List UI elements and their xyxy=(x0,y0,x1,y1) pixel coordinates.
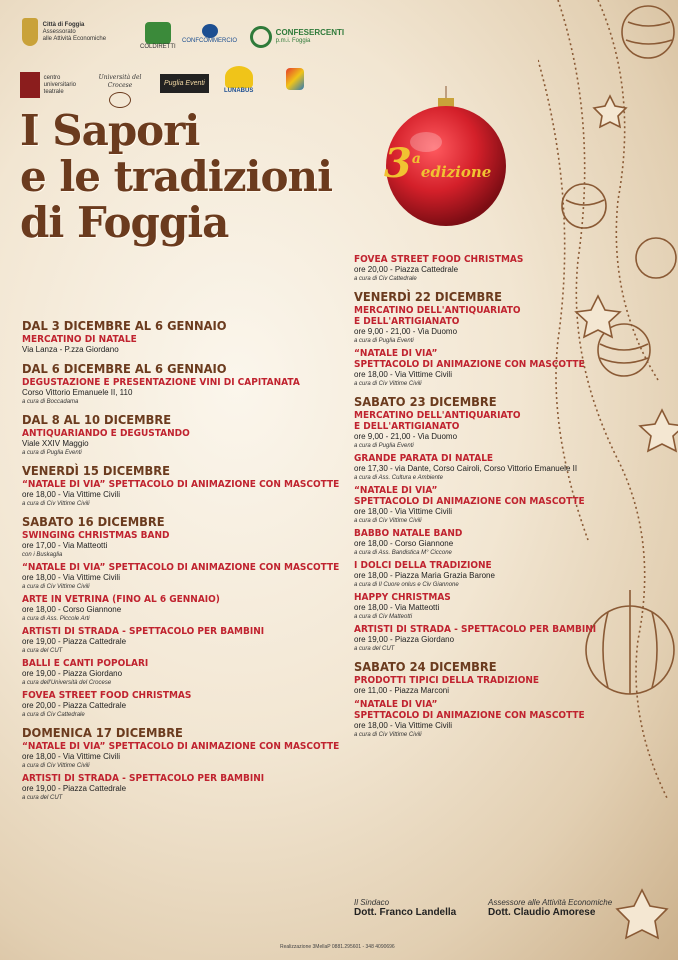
event-organizer: a cura di Ass. Cultura e Ambiente xyxy=(354,475,443,481)
confcommercio-label: CONFCOMMERCIO xyxy=(182,38,237,44)
event-item xyxy=(354,624,604,653)
confesercenti-sub: p.m.i. Foggia xyxy=(275,38,311,44)
event-location: ore 19,00 - Piazza Cattedrale xyxy=(22,637,127,646)
lunabus-label: LUNABUS xyxy=(224,88,254,94)
event-location: ore 17,30 - via Dante, Corso Cairoli, Corso Vittorio Emanuele II xyxy=(354,464,578,473)
event-item xyxy=(354,528,604,557)
event-organizer: a cura di Civ Vittime Civili xyxy=(22,501,90,507)
event-name-cont: E DELL'ARTIGIANATO xyxy=(354,316,460,327)
event-name: MERCATINO DELL'ANTIQUARIATO xyxy=(354,305,521,316)
event-location: ore 19,00 - Piazza Cattedrale xyxy=(22,784,127,793)
event-item xyxy=(354,453,604,482)
event-name: ARTISTI DI STRADA - SPETTACOLO PER BAMBINI xyxy=(354,624,597,635)
event-item xyxy=(22,773,342,802)
event-location: ore 18,00 - Via Vittime Civili xyxy=(354,507,452,516)
date-heading: DAL 3 DICEMBRE AL 6 GENNAIO xyxy=(22,318,227,333)
event-organizer: a cura di Boccadama xyxy=(22,399,79,405)
event-name: “NATALE DI VIA” xyxy=(354,485,438,496)
event-organizer: a cura del CUT xyxy=(354,646,395,652)
event-item xyxy=(354,592,604,621)
event-name: I DOLCI DELLA TRADIZIONE xyxy=(354,560,492,571)
event-name: GRANDE PARATA DI NATALE xyxy=(354,453,494,464)
crocese-label: Università del Crocese xyxy=(98,74,142,89)
city-crest-icon xyxy=(22,18,38,46)
event-name: “NATALE DI VIA” SPETTACOLO DI ANIMAZIONE CON MASCOTTE xyxy=(22,479,340,490)
event-organizer: a cura di Il Cuore onlus e Civ Giannone xyxy=(354,582,459,588)
event-name: “NATALE DI VIA” xyxy=(354,348,438,359)
event-name-cont: SPETTACOLO DI ANIMAZIONE CON MASCOTTE xyxy=(354,359,585,370)
event-item xyxy=(22,658,342,687)
event-item xyxy=(22,479,342,508)
event-organizer: a cura di Civ Vittime Civili xyxy=(22,763,90,769)
date-heading: DOMENICA 17 DICEMBRE xyxy=(22,725,183,740)
cut-line1: centro xyxy=(43,74,61,81)
signature-sindaco xyxy=(354,898,456,918)
event-organizer: a cura di Civ Cattedrale xyxy=(354,276,417,282)
event-organizer: a cura di Puglia Eventi xyxy=(354,338,414,344)
event-item xyxy=(354,348,604,388)
event-location: ore 19,00 - Piazza Giordano xyxy=(22,669,123,678)
sindaco-role: Il Sindaco xyxy=(354,898,390,907)
event-organizer: a cura del CUT xyxy=(22,795,63,801)
event-location: ore 17,00 - Via Matteotti xyxy=(22,541,108,550)
event-organizer: a cura di Civ Cattedrale xyxy=(22,712,85,718)
event-organizer: a cura di Civ Matteotti xyxy=(354,614,413,620)
puglia-eventi-label: Puglia Eventi xyxy=(160,74,209,93)
cut-line2: universitario xyxy=(43,81,77,88)
city-attivita: alle Attività Economiche xyxy=(42,35,107,42)
title-line3: di Foggia xyxy=(20,198,229,247)
event-location: ore 18,00 - Corso Giannone xyxy=(354,539,454,548)
cut-line3: teatrale xyxy=(43,88,64,95)
assessore-name: Dott. Claudio Amorese xyxy=(488,907,596,918)
event-item xyxy=(354,675,604,696)
confesercenti-logo xyxy=(250,26,344,48)
event-organizer: a cura dell'Università del Crocese xyxy=(22,680,112,686)
event-name: “NATALE DI VIA” xyxy=(354,699,438,710)
event-organizer: a cura di Civ Vittime Civili xyxy=(354,381,422,387)
event-item xyxy=(22,562,342,591)
event-name: ANTIQUARIANDO E DEGUSTANDO xyxy=(22,428,190,439)
event-name: ARTISTI DI STRADA - SPETTACOLO PER BAMBINI xyxy=(22,626,265,637)
event-location: ore 18,00 - Via Matteotti xyxy=(354,603,440,612)
edition-number: 3 xyxy=(384,140,412,187)
city-assessorato: Assessorato xyxy=(42,28,76,35)
event-item xyxy=(354,410,604,450)
event-item xyxy=(354,560,604,589)
event-name: FOVEA STREET FOOD CHRISTMAS xyxy=(22,690,192,701)
event-organizer: a cura di Civ Vittime Civili xyxy=(354,732,422,738)
event-name: ARTISTI DI STRADA - SPETTACOLO PER BAMBINI xyxy=(22,773,265,784)
crocese-logo xyxy=(90,74,150,108)
event-organizer: con i Buskaglia xyxy=(22,552,63,558)
event-item xyxy=(22,334,342,355)
event-item xyxy=(22,626,342,655)
title-line1: I Sapori xyxy=(20,106,200,155)
event-location: Via Lanza - P.zza Giordano xyxy=(22,345,119,354)
date-heading: SABATO 16 DICEMBRE xyxy=(22,514,165,529)
city-logo xyxy=(22,18,106,46)
date-heading: VENERDÌ 22 DICEMBRE xyxy=(354,289,502,304)
cut-icon xyxy=(20,72,40,98)
event-location: Corso Vittorio Emanuele II, 110 xyxy=(22,388,133,397)
title-line2: e le tradizioni xyxy=(20,152,333,201)
poster-title xyxy=(20,108,332,246)
event-item xyxy=(22,530,342,559)
event-item xyxy=(354,699,604,739)
event-name: BALLI E CANTI POPOLARI xyxy=(22,658,149,669)
event-organizer: a cura di Puglia Eventi xyxy=(22,450,82,456)
event-name: “NATALE DI VIA” SPETTACOLO DI ANIMAZIONE CON MASCOTTE xyxy=(22,741,340,752)
date-heading: SABATO 23 DICEMBRE xyxy=(354,394,497,409)
event-item xyxy=(354,305,604,345)
event-name: BABBO NATALE BAND xyxy=(354,528,463,539)
event-item xyxy=(22,741,342,770)
event-item xyxy=(22,690,342,719)
coldiretti-icon xyxy=(145,22,171,44)
event-location: ore 19,00 - Piazza Giordano xyxy=(354,635,455,644)
sindaco-name: Dott. Franco Landella xyxy=(354,907,457,918)
event-location: Viale XXIV Maggio xyxy=(22,439,89,448)
event-location: ore 18,00 - Via Vittime Civili xyxy=(354,721,452,730)
event-location: ore 11,00 - Piazza Marconi xyxy=(354,686,450,695)
event-item xyxy=(354,485,604,525)
event-location: ore 18,00 - Via Vittime Civili xyxy=(22,573,120,582)
event-location: ore 9,00 - 21,00 - Via Duomo xyxy=(354,432,458,441)
event-location: ore 18,00 - Corso Giannone xyxy=(22,605,122,614)
event-item xyxy=(22,594,342,623)
edition-badge xyxy=(384,140,491,187)
event-name: SWINGING CHRISTMAS BAND xyxy=(22,530,170,541)
puglia-eventi-logo xyxy=(160,74,209,93)
event-name-cont: SPETTACOLO DI ANIMAZIONE CON MASCOTTE xyxy=(354,496,585,507)
date-heading: DAL 6 DICEMBRE AL 6 GENNAIO xyxy=(22,361,227,376)
date-heading: VENERDÌ 15 DICEMBRE xyxy=(22,463,170,478)
event-organizer: a cura di Civ Vittime Civili xyxy=(354,518,422,524)
edition-sup: a xyxy=(411,150,421,167)
event-location: ore 9,00 - 21,00 - Via Duomo xyxy=(354,327,458,336)
event-location: ore 18,00 - Via Vittime Civili xyxy=(22,752,120,761)
event-name: “NATALE DI VIA” SPETTACOLO DI ANIMAZIONE CON MASCOTTE xyxy=(22,562,340,573)
event-organizer: a cura di Ass. Piccole Arti xyxy=(22,616,90,622)
event-name: PRODOTTI TIPICI DELLA TRADIZIONE xyxy=(354,675,540,686)
event-name: DEGUSTAZIONE E PRESENTAZIONE VINI DI CAPITANATA xyxy=(22,377,300,388)
coldiretti-label: COLDIRETTI xyxy=(140,44,176,50)
cut-logo xyxy=(20,72,76,98)
date-heading: SABATO 24 DICEMBRE xyxy=(354,659,497,674)
event-name: FOVEA STREET FOOD CHRISTMAS xyxy=(354,254,524,265)
confcommercio-icon xyxy=(202,24,218,38)
event-name-cont: E DELL'ARTIGIANATO xyxy=(354,421,460,432)
confcommercio-logo xyxy=(182,24,237,45)
event-location: ore 18,00 - Via Vittime Civili xyxy=(22,490,120,499)
edition-word: edizione xyxy=(420,163,492,181)
credits-footer: Realizzazione 3MellaP 0881.295601 - 348 4090696 xyxy=(280,944,395,950)
confesercenti-label: CONFESERCENTI xyxy=(275,28,345,37)
date-heading: DAL 8 AL 10 DICEMBRE xyxy=(22,412,172,427)
event-item xyxy=(354,254,604,283)
lunabus-logo xyxy=(224,66,253,95)
lunabus-icon xyxy=(225,66,253,88)
event-name: ARTE IN VETRINA (FINO AL 6 GENNAIO) xyxy=(22,594,220,605)
event-organizer: a cura di Puglia Eventi xyxy=(354,443,414,449)
event-organizer: a cura del CUT xyxy=(22,648,63,654)
arte-icon xyxy=(286,68,304,90)
sponsor-logos xyxy=(20,16,350,106)
schedule-right-column xyxy=(354,254,604,742)
event-organizer: a cura di Ass. Bandistica M° Ciccone xyxy=(354,550,452,556)
event-location: ore 18,00 - Piazza Maria Grazia Barone xyxy=(354,571,495,580)
event-name-cont: SPETTACOLO DI ANIMAZIONE CON MASCOTTE xyxy=(354,710,585,721)
signature-assessore xyxy=(488,898,612,918)
event-location: ore 20,00 - Piazza Cattedrale xyxy=(22,701,127,710)
event-item xyxy=(22,377,342,406)
event-name: MERCATINO DI NATALE xyxy=(22,334,137,345)
event-location: ore 18,00 - Via Vittime Civili xyxy=(354,370,452,379)
event-name: HAPPY CHRISTMAS xyxy=(354,592,451,603)
assessore-role: Assessore alle Attività Economiche xyxy=(488,898,613,907)
schedule-left-column xyxy=(22,312,342,805)
confesercenti-icon xyxy=(250,26,272,48)
arte-logo xyxy=(286,68,304,90)
coldiretti-logo xyxy=(140,22,176,51)
event-location: ore 20,00 - Piazza Cattedrale xyxy=(354,265,459,274)
event-organizer: a cura di Civ Vittime Civili xyxy=(22,584,90,590)
event-item xyxy=(22,428,342,457)
city-name: Città di Foggia xyxy=(42,21,85,28)
event-name: MERCATINO DELL'ANTIQUARIATO xyxy=(354,410,521,421)
